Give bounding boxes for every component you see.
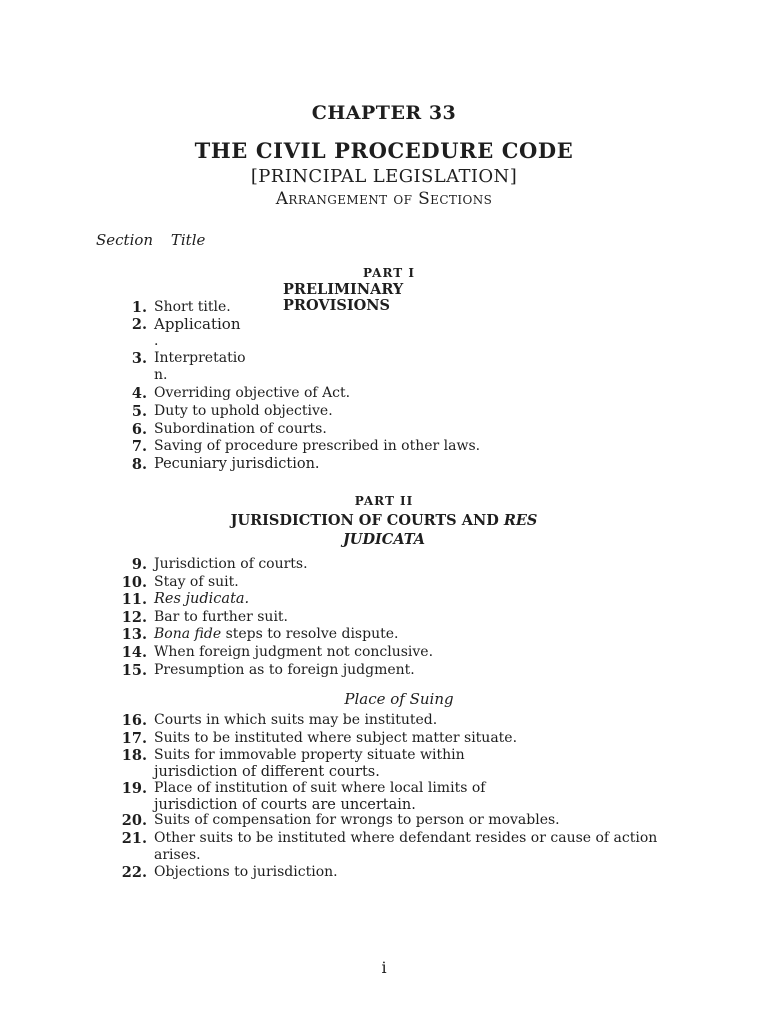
section-title: Saving of procedure prescribed in other laws. <box>154 438 481 454</box>
section-title-line2: arises. <box>154 847 201 863</box>
subsection-heading: Place of Suing <box>344 690 454 708</box>
section-number: 18. <box>121 747 147 764</box>
section-title: Subordination of courts. <box>154 421 327 437</box>
toc-item <box>100 438 480 455</box>
section-title <box>154 626 398 643</box>
section-title: Pecuniary jurisdiction. <box>154 456 320 472</box>
section-title: n. <box>154 367 168 383</box>
section-number: 9. <box>131 556 147 573</box>
toc-item <box>100 385 350 402</box>
section-number: 22. <box>121 864 147 881</box>
part-2-title-line2: JUDICATA <box>342 531 426 548</box>
section-number: 5. <box>131 403 147 420</box>
section-number: 16. <box>121 712 147 729</box>
section-number: 12. <box>121 609 147 626</box>
section-number: 10. <box>121 574 147 591</box>
section-title-text: steps to resolve dispute. <box>221 626 399 642</box>
chapter-heading: CHAPTER 33 <box>311 102 457 124</box>
section-title-italic: Bona fide <box>154 626 222 642</box>
section-title: Short title. <box>154 299 231 315</box>
section-title-line2: jurisdiction of different courts. <box>154 764 380 780</box>
page-number: i <box>381 958 387 977</box>
section-number: 6. <box>131 421 147 438</box>
column-headers <box>96 231 205 249</box>
section-number: 20. <box>121 812 147 829</box>
section-title: Presumption as to foreign judgment. <box>154 662 415 678</box>
toc-item-continued <box>100 333 158 350</box>
part-1-label: PART I <box>363 266 415 280</box>
section-title: Duty to uphold objective. <box>154 403 333 419</box>
section-title-line1: Suits for immovable property situate within <box>154 747 465 763</box>
toc-item <box>100 730 517 747</box>
section-number: 4. <box>131 385 147 402</box>
toc-item <box>100 299 231 316</box>
toc-item <box>100 644 433 661</box>
section-number: 1. <box>131 299 147 316</box>
section-title: Overriding objective of Act. <box>154 385 351 401</box>
toc-item-continued <box>100 367 167 384</box>
toc-item <box>100 403 333 420</box>
toc-item <box>100 747 465 781</box>
section-title: Courts in which suits may be instituted. <box>154 712 438 728</box>
toc-item <box>100 421 327 438</box>
toc-item <box>100 456 320 473</box>
section-number: 17. <box>121 730 147 747</box>
toc-item <box>100 350 246 367</box>
toc-item <box>100 626 398 643</box>
part-2-title-line1 <box>0 512 768 529</box>
toc-item <box>100 574 239 591</box>
part-2-title-text: JURISDICTION OF COURTS AND <box>230 512 504 529</box>
section-title: Bar to further suit. <box>154 609 288 625</box>
section-title: . <box>154 333 159 349</box>
section-title-line1: Other suits to be instituted where defendant resides or cause of action <box>154 830 658 846</box>
section-number: 7. <box>131 438 147 455</box>
section-title <box>154 780 485 814</box>
toc-item <box>100 830 657 864</box>
toc-item <box>100 812 560 829</box>
section-title <box>154 830 657 864</box>
section-number: 19. <box>121 780 147 797</box>
section-title: Interpretatio <box>154 350 246 366</box>
column-header-title: Title <box>170 231 206 249</box>
toc-item <box>100 662 415 679</box>
section-title: Objections to jurisdiction. <box>154 864 338 880</box>
section-title: Stay of suit. <box>154 574 239 590</box>
section-number: 2. <box>131 316 147 333</box>
section-title: When foreign judgment not conclusive. <box>154 644 434 660</box>
toc-item <box>100 609 288 626</box>
section-number: 21. <box>121 830 147 847</box>
section-title: Suits to be instituted where subject matter situate. <box>154 730 518 746</box>
toc-item <box>100 316 241 333</box>
arrangement-heading: Arrangement of Sections <box>275 189 493 209</box>
toc-item <box>100 780 485 814</box>
document-title: THE CIVIL PROCEDURE CODE <box>194 138 574 163</box>
part-2-label: PART II <box>354 494 414 508</box>
toc-item <box>100 591 249 608</box>
section-number: 11. <box>121 591 147 608</box>
document-subtitle: [PRINCIPAL LEGISLATION] <box>250 166 518 187</box>
section-number: 8. <box>131 456 147 473</box>
section-number: 13. <box>121 626 147 643</box>
section-title: Suits of compensation for wrongs to person or movables. <box>154 812 560 828</box>
part-2-title-italic: RES <box>503 512 538 529</box>
section-number: 14. <box>121 644 147 661</box>
section-number: 3. <box>131 350 147 367</box>
section-title: Jurisdiction of courts. <box>154 556 308 572</box>
part-1-title-line1: PRELIMINARY <box>283 281 404 298</box>
part-1-title-line2: PROVISIONS <box>283 297 390 314</box>
toc-item <box>100 556 308 573</box>
section-title-line2: jurisdiction of courts are uncertain. <box>154 797 416 813</box>
column-header-section: Section <box>96 231 154 249</box>
section-title: Res judicata. <box>154 591 250 607</box>
toc-item <box>100 864 338 881</box>
section-number: 15. <box>121 662 147 679</box>
section-title: Application <box>154 315 241 333</box>
section-title <box>154 747 465 781</box>
section-title-line1: Place of institution of suit where local limits of <box>154 780 486 796</box>
toc-item <box>100 712 437 729</box>
